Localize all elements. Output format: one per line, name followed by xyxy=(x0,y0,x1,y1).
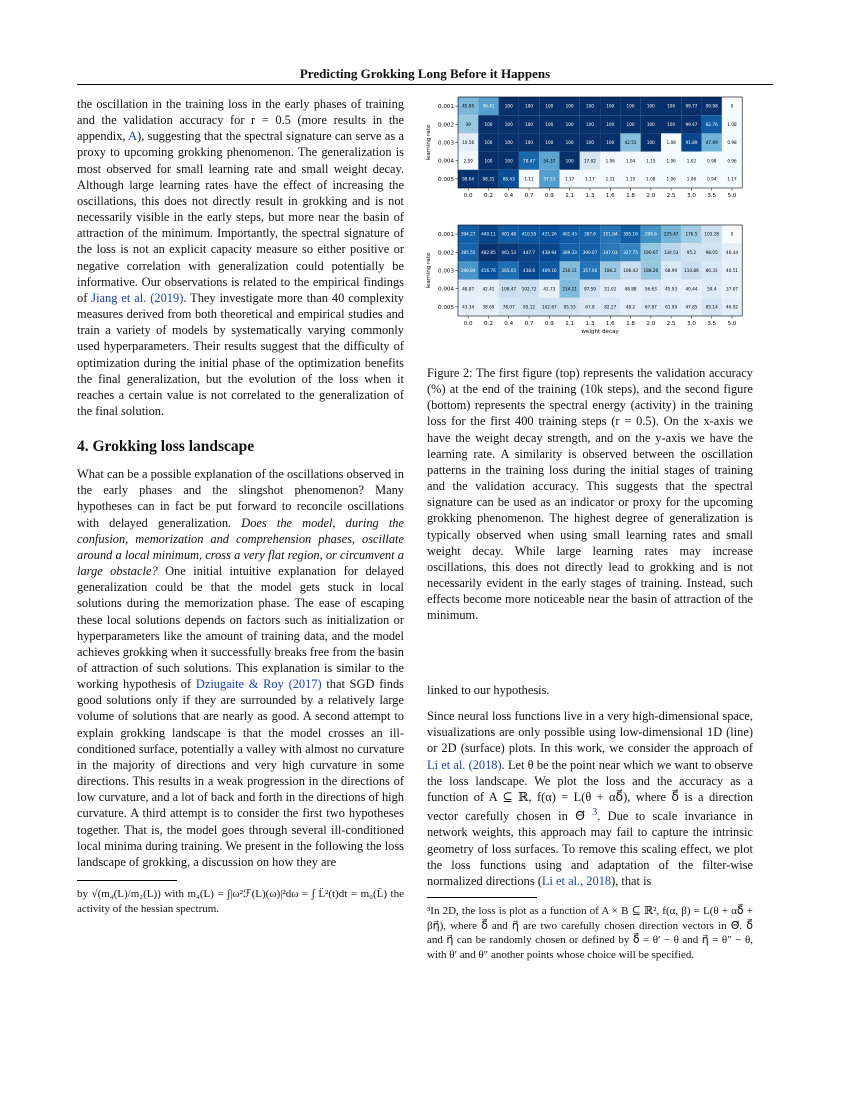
cell-value-label: 42.41 xyxy=(482,286,495,292)
cell-value-label: 110.86 xyxy=(684,268,699,274)
cell-value-label: 409.16 xyxy=(542,268,557,274)
cell-value-label: 1.19 xyxy=(625,176,636,182)
cell-value-label: 290.84 xyxy=(460,268,476,274)
cell-value-label: 100 xyxy=(525,103,534,109)
cell-value-label: 40.51 xyxy=(726,268,739,274)
cell-value-label: 0.98 xyxy=(707,158,717,164)
cell-value-label: 80.31 xyxy=(705,268,718,274)
cell-value-label: 48.88 xyxy=(624,286,637,292)
cell-value-label: 99.47 xyxy=(685,121,698,127)
cell-value-label: 1.08 xyxy=(727,121,737,127)
cell-value-label: 68.99 xyxy=(665,268,678,274)
x-tick-label: 2.0 xyxy=(646,193,656,199)
cell-value-label: 39 xyxy=(465,121,471,127)
y-tick-label: 0.002 xyxy=(437,250,454,257)
cell-value-label: 54.37 xyxy=(543,158,556,164)
cell-value-label: 416.76 xyxy=(481,268,496,274)
cell-value-label: 0 xyxy=(730,103,734,109)
cell-value-label: 394.27 xyxy=(460,231,476,237)
cell-value-label: 100 xyxy=(525,121,534,127)
x-tick-label: 0.7 xyxy=(524,321,534,327)
citation-dziugaite-link[interactable]: Dziugaite & Roy (2017) xyxy=(195,677,322,692)
cell-value-label: 357.06 xyxy=(582,268,598,274)
cell-value-label: 1.06 xyxy=(666,158,676,164)
x-tick-label: 1.1 xyxy=(565,321,575,327)
y-tick-label: 0.004 xyxy=(437,286,454,293)
cell-value-label: 389.33 xyxy=(562,249,577,255)
paragraph-hypotheses: What can be a possible explanation of the oscillations observed in the early phases and the slingshot phenomenon? Many hypotheses can in fact be put forward to reconcile oscillations with delayed generalization. Does the model, during the confusion, memorization and comprehension phases, oscillate around a local minimum, cross a very flat region, or circumvent a large obstacle? One initial intuitive explanation for delayed generalization could be that the model gets stuck in local solutions during the memorization phase. The ease of escaping these local solutions depends on factors such as initialization or hyperparameters like the amount of training data, and the model achieves grokking when it successfully breaks free from the basin of attraction of such solutions. This explanation is similar to the working hypothesis of Dziugaite & Roy (2017) that SGD finds good solutions only if they are surrounded by a relatively large volume of solutions that are nearly as good. A second attempt to explain grokking landscape is that the model crosses an ill-conditioned surface, potentially a valley with almost no curvature in the majority of directions and very high curvature in some directions. This results in a weak progression in the directions of low curvature, and a lot of back and forth in the directions of high curvature. A third attempt is to consider the first two hypotheses together. That is, the model goes through several ill-conditioned local minima during training. We present in the following the loss landscape of grokking, a discussion on how they are xyxy=(77,467,404,869)
header-rule xyxy=(77,84,773,85)
x-tick-label: 0.0 xyxy=(463,321,473,327)
cell-value-label: 98.31 xyxy=(482,176,495,182)
cell-value-label: 1.17 xyxy=(727,176,737,182)
citation-li-link[interactable]: Li et al. (2018) xyxy=(427,757,502,772)
cell-value-label: 17.02 xyxy=(583,158,596,164)
cell-value-label: 0 xyxy=(730,231,734,237)
cell-value-label: 82.76 xyxy=(705,121,718,127)
cell-value-label: 102.67 xyxy=(542,304,557,310)
cell-value-label: 100 xyxy=(606,140,615,146)
cell-value-label: 365.03 xyxy=(501,268,517,274)
cell-value-label: 438.94 xyxy=(542,249,557,255)
cell-value-label: 100 xyxy=(565,140,574,146)
cell-value-label: 100 xyxy=(646,121,655,127)
cell-value-label: 95.53 xyxy=(563,304,576,310)
cell-value-label: 1.02 xyxy=(686,158,697,164)
cell-value-label: 186.2 xyxy=(604,268,617,274)
cell-value-label: 78.47 xyxy=(523,158,536,164)
cell-value-label: 1.08 xyxy=(646,176,656,182)
y-tick-label: 0.002 xyxy=(437,122,454,129)
paragraph-visualization: Since neural loss functions live in a very high-dimensional space, visualizations are only possible using low-dimensional 1D (line) or 2D (surface) plots. In this work, we consider the approach of Li et al. (2018). Let θ be the point near which we want to observe the loss landscape. We plot the loss and the accuracy as a function of A ⊆ ℝ, f(α) = L(θ + αδ⃗), where δ⃗ is a direction vector carefully chosen in Θ⃗ $^3$. Due to scale invariance in network weights, this approach may fail to capture the intrinsic geometry of loss surfaces. To remove this scaling effect, we plot the loss functions using and adaptation of the filter-wise normalized directions (Li et al., 2018), that is xyxy=(427,709,753,888)
cell-value-label: 100 xyxy=(504,158,513,164)
cell-value-label: 351.84 xyxy=(602,231,618,237)
cell-value-label: 100 xyxy=(626,103,635,109)
cell-value-label: 59.4 xyxy=(707,286,717,292)
x-tick-label: 1.8 xyxy=(626,321,636,327)
cell-value-label: 1.04 xyxy=(625,158,636,164)
cell-value-label: 214.11 xyxy=(562,286,577,292)
cell-value-label: 327.75 xyxy=(623,249,638,255)
cell-value-label: 48.2 xyxy=(625,304,636,310)
cell-value-label: 108.47 xyxy=(501,286,517,292)
cell-value-label: 385.55 xyxy=(460,249,476,255)
cell-value-label: 95.12 xyxy=(523,304,536,310)
cell-value-label: 43.34 xyxy=(462,304,475,310)
footnote-rule xyxy=(77,880,177,881)
cell-value-label: 91.89 xyxy=(685,140,698,146)
cell-value-label: 461.13 xyxy=(501,249,517,255)
cell-value-label: 421.26 xyxy=(542,231,557,237)
x-tick-label: 2.0 xyxy=(646,321,656,327)
cell-value-label: 103.28 xyxy=(704,231,720,237)
y-axis-label: learning rate xyxy=(426,124,432,161)
cell-value-label: 440.11 xyxy=(481,231,496,237)
cell-value-label: 401.48 xyxy=(501,231,517,237)
cell-value-label: 38.69 xyxy=(482,304,495,310)
x-tick-label: 1.1 xyxy=(565,193,575,199)
cell-value-label: 41.73 xyxy=(543,286,556,292)
cell-value-label: 88.43 xyxy=(502,176,515,182)
cell-value-label: 100 xyxy=(525,140,534,146)
cell-value-label: 1.11 xyxy=(605,176,615,182)
cell-value-label: 100 xyxy=(585,140,594,146)
cell-value-label: 10.56 xyxy=(462,140,475,146)
x-tick-label: 0.0 xyxy=(463,193,473,199)
cell-value-label: 100 xyxy=(606,121,615,127)
cell-value-label: 100 xyxy=(565,103,574,109)
cell-value-label: 1.15 xyxy=(646,158,656,164)
cell-value-label: 95.2 xyxy=(686,249,697,255)
y-tick-label: 0.003 xyxy=(437,140,454,147)
section-title: 4. Grokking loss landscape xyxy=(77,438,255,456)
cell-value-label: 46.92 xyxy=(726,304,739,310)
cell-value-label: 85.14 xyxy=(705,304,718,310)
cell-value-label: 100 xyxy=(606,103,615,109)
cell-value-label: 108.43 xyxy=(623,268,638,274)
cell-value-label: 447.7 xyxy=(523,249,536,255)
cell-value-label: 100 xyxy=(484,121,493,127)
x-tick-label: 5.0 xyxy=(727,193,737,199)
x-tick-label: 3.5 xyxy=(707,321,717,327)
x-tick-label: 1.6 xyxy=(605,193,615,199)
cell-value-label: 45.95 xyxy=(462,103,475,109)
cell-value-label: 100 xyxy=(484,140,493,146)
x-tick-label: 1.6 xyxy=(605,321,615,327)
footnote-rule-right xyxy=(427,897,537,898)
cell-value-label: 46.44 xyxy=(726,249,739,255)
paragraph-results: the oscillation in the training loss in the early phases of training and the validation accuracy for r = 0.5 (more results in the appendix, A), suggesting that the spectral signature can serve as a proxy to upcoming grokking phenomenon. The generalization is most observed for small learning rate and small weight decay. Although large learning rates have the effect of increasing the oscillations, this does not directly result in grokking and is not necessarily visible in the early steps, but more near the basin of attraction of the minimum. Importantly, the spectral signature of the loss is not an explicit capacity measure so either positive or negative correlation with generalization could potentially be informative. Our observations is related to the empirical findings of Jiang et al. (2019). They investigate more than 40 complexity measures derived from both theoretical and empirical studies and train a variety of models by systematically varying commonly used hyperparameters. Their results suggest that the difficulty of optimization during the initial phase of the optimization benefits the final generalization, but the evolution of the loss when it reaches a certain value is not correlated to the generalization of the final solution. xyxy=(77,97,404,418)
y-tick-label: 0.003 xyxy=(437,268,454,275)
cell-value-label: 1.08 xyxy=(666,140,676,146)
cell-value-label: 42.55 xyxy=(624,140,637,146)
cell-value-label: 1.11 xyxy=(524,176,534,182)
cell-value-label: 482.85 xyxy=(481,249,496,255)
cell-value-label: 56.63 xyxy=(644,286,657,292)
footnote-3-link[interactable]: 3 xyxy=(592,807,598,819)
cell-value-label: 0.98 xyxy=(727,140,737,146)
y-tick-label: 0.001 xyxy=(437,104,454,111)
cell-value-label: 98.64 xyxy=(462,176,475,182)
x-tick-label: 1.8 xyxy=(626,193,636,199)
cell-value-label: 401.43 xyxy=(562,231,577,237)
footnote-left: by √(m₄(L)/m₂(L)) with m₄(L) = ∫|ω²ℱ(L)(ω)|²dω = ∫ L̈²(t)dt = m₀(L̈) the activity of the hessian spectrum. xyxy=(77,888,404,915)
x-tick-label: 0.7 xyxy=(524,193,534,199)
cell-value-label: 347.03 xyxy=(602,249,618,255)
cell-value-label: 100 xyxy=(504,121,513,127)
y-tick-label: 0.005 xyxy=(437,176,454,183)
cell-value-label: 99.98 xyxy=(705,103,718,109)
cell-value-label: 100 xyxy=(504,140,513,146)
cell-value-label: 47.89 xyxy=(705,140,718,146)
cell-value-label: 0.96 xyxy=(727,158,737,164)
cell-value-label: 100 xyxy=(585,121,594,127)
cell-value-label: 134.53 xyxy=(663,249,679,255)
citation-jiang-link[interactable]: Jiang et al. (2019) xyxy=(91,290,184,305)
cell-value-label: 100 xyxy=(565,158,574,164)
cell-value-label: 99.77 xyxy=(685,103,698,109)
cell-value-label: 225.47 xyxy=(663,231,679,237)
cell-value-label: 299.6 xyxy=(644,231,657,237)
cell-value-label: 210.11 xyxy=(562,268,577,274)
y-tick-label: 0.004 xyxy=(437,158,454,165)
cell-value-label: 97.59 xyxy=(583,286,596,292)
running-title: Predicting Grokking Long Before it Happens xyxy=(299,66,551,81)
cell-value-label: 100 xyxy=(667,121,676,127)
figure-caption: Figure 2: The first figure (top) represents the validation accuracy (%) at the end of the training (10k steps), and the second figure (bottom) represents the spectral energy (activity) in the training loss for the first 400 training steps (r = 0.5). On the x-axis we have the weight decay strength, and on the y-axis we have the learning rate. A similarity is observed between the oscillation patterns in the training loss during the initial stages of training and the validation accuracy. This suggests that the spectral signature can be used as an indicator or proxy for the upcoming grokking phenomenon. The highest degree of generalization is typically observed when using small learning rates and small weight decay. While large learning rates may increase oscillations, this does not directly lead to grokking and is not necessarily evident in the early stages of training. Instead, such effects become more noticeable near the basin of attraction of the minimum. xyxy=(427,366,753,623)
cell-value-label: 100 xyxy=(545,103,554,109)
cell-value-label: 0.94 xyxy=(707,176,717,182)
cell-value-label: 67.87 xyxy=(644,304,657,310)
cell-value-label: 100 xyxy=(484,158,493,164)
y-axis-label: learning rate xyxy=(426,252,432,289)
cell-value-label: 56.41 xyxy=(482,103,495,109)
cell-value-label: 100 xyxy=(646,140,655,146)
cell-value-label: 45.93 xyxy=(665,286,678,292)
cell-value-label: 188.26 xyxy=(643,268,659,274)
cell-value-label: 40.44 xyxy=(685,286,698,292)
x-tick-label: 0.9 xyxy=(544,321,554,327)
left-column xyxy=(77,96,404,916)
x-axis-label: weight decay xyxy=(581,329,619,335)
cell-value-label: 1.06 xyxy=(666,176,676,182)
cell-value-label: 67.8 xyxy=(585,304,595,310)
citation-li-2018-link[interactable]: Li et al., 2018 xyxy=(541,873,612,888)
cell-value-label: 48.87 xyxy=(462,286,475,292)
cell-value-label: 438.6 xyxy=(523,268,536,274)
cell-value-label: 410.55 xyxy=(521,231,537,237)
cell-value-label: 100 xyxy=(667,103,676,109)
x-tick-label: 2.5 xyxy=(666,193,676,199)
x-tick-label: 0.2 xyxy=(483,321,493,327)
paragraph-linked: linked to our hypothesis. xyxy=(427,683,550,697)
cell-value-label: 176.5 xyxy=(685,231,698,237)
cell-value-label: 100 xyxy=(545,140,554,146)
cell-value-label: 47.85 xyxy=(685,304,698,310)
cell-value-label: 37.07 xyxy=(726,286,739,292)
cell-value-label: 1.06 xyxy=(605,158,615,164)
cell-value-label: 2.59 xyxy=(463,158,473,164)
x-tick-label: 1.3 xyxy=(585,193,595,199)
cell-value-label: 1.17 xyxy=(585,176,595,182)
cell-value-label: 395.16 xyxy=(623,231,638,237)
right-column-text xyxy=(427,682,753,962)
footnote-right: ³In 2D, the loss is plot as a function of A × B ⊆ ℝ², f(α, β) = L(θ + αδ⃗ + βη⃗), where δ⃗ and η⃗ are two carefully chosen direction vectors in Θ⃗. δ⃗ and η⃗ can be randomly chosen or defined by δ⃗ = θ′ − θ and η⃗ = θ″ − θ, with θ′ and θ″ another points whose choice will be specified. xyxy=(427,905,753,961)
appendix-link[interactable]: A xyxy=(128,129,138,144)
heatmap-figure xyxy=(420,95,760,353)
cell-value-label: 100 xyxy=(585,103,594,109)
cell-value-label: 100 xyxy=(646,103,655,109)
x-tick-label: 3.5 xyxy=(707,193,717,199)
cell-value-label: 102.72 xyxy=(521,286,537,292)
cell-value-label: 61.99 xyxy=(665,304,678,310)
x-tick-label: 0.4 xyxy=(504,193,514,199)
cell-value-label: 190.67 xyxy=(643,249,659,255)
cell-value-label: 100 xyxy=(504,103,513,109)
x-tick-label: 0.2 xyxy=(483,193,493,199)
x-tick-label: 0.4 xyxy=(504,321,514,327)
cell-value-label: 82.27 xyxy=(604,304,617,310)
cell-value-label: 78.07 xyxy=(502,304,515,310)
cell-value-label: 1.17 xyxy=(564,176,575,182)
cell-value-label: 100 xyxy=(545,121,554,127)
x-tick-label: 0.9 xyxy=(544,193,554,199)
x-tick-label: 3.0 xyxy=(686,321,696,327)
x-tick-label: 2.5 xyxy=(666,321,676,327)
cell-value-label: 100 xyxy=(626,121,635,127)
x-tick-label: 5.0 xyxy=(727,321,737,327)
cell-value-label: 1.06 xyxy=(686,176,697,182)
cell-value-label: 98.05 xyxy=(705,249,718,255)
y-tick-label: 0.001 xyxy=(437,232,454,239)
x-tick-label: 1.3 xyxy=(585,321,595,327)
cell-value-label: 57.53 xyxy=(543,176,556,182)
cell-value-label: 51.02 xyxy=(604,286,617,292)
x-tick-label: 3.0 xyxy=(686,193,696,199)
y-tick-label: 0.005 xyxy=(437,304,454,311)
cell-value-label: 100 xyxy=(565,121,574,127)
cell-value-label: 387.6 xyxy=(583,231,596,237)
cell-value-label: 390.07 xyxy=(582,249,598,255)
